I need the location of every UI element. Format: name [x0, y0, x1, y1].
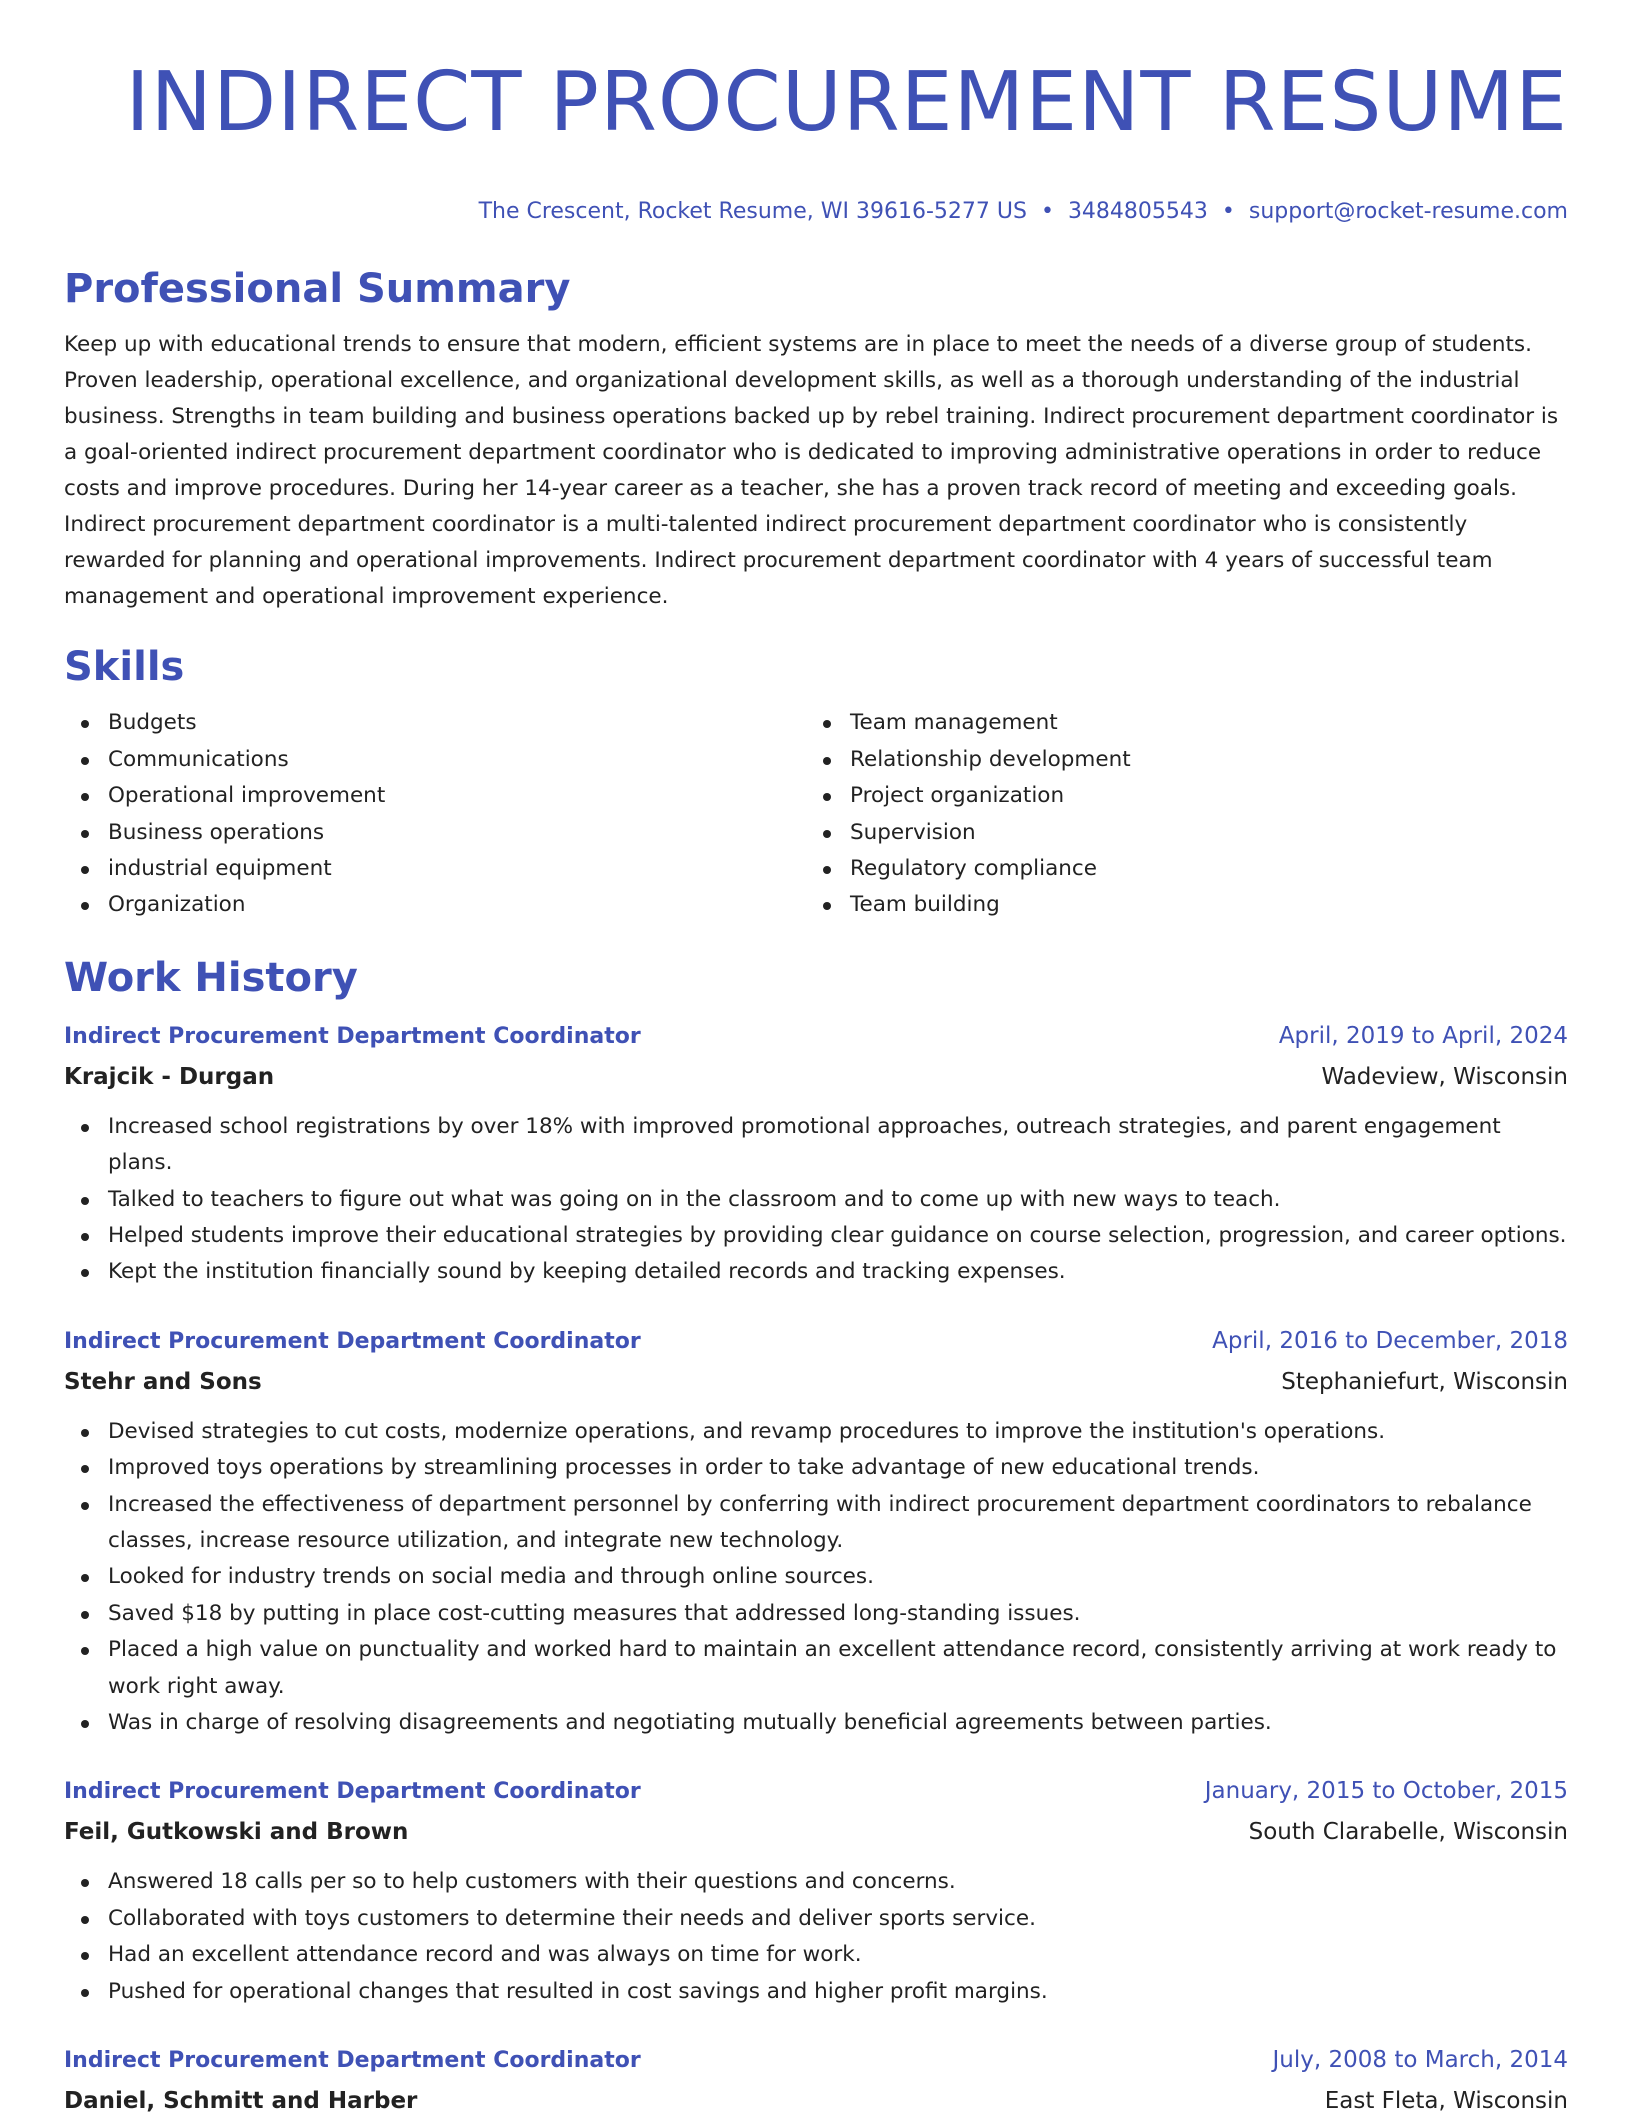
job-title: Indirect Procurement Department Coordinator: [64, 1328, 641, 1354]
skill-item: Supervision: [850, 815, 1548, 851]
job-bullet: Answered 18 calls per so to help customers with their questions and concerns.: [108, 1864, 1568, 1900]
job-entry: [64, 1321, 1568, 1742]
job-title: Indirect Procurement Department Coordinator: [64, 1023, 641, 1049]
job-bullet: Was in charge of resolving disagreements and negotiating mutually beneficial agreements between parties.: [108, 1705, 1568, 1741]
resume-title: INDIRECT PROCUREMENT RESUME: [125, 55, 1568, 150]
job-title: Indirect Procurement Department Coordinator: [64, 1779, 641, 1805]
contact-separator: •: [1221, 198, 1235, 224]
job-bullet: Increased the effectiveness of department personnel by conferring with indirect procurement department coordinators to rebalance classes, increase resource utilization, and integrate new technology.: [108, 1487, 1568, 1560]
contact-address: The Crescent, Rocket Resume, WI 39616-5277 US: [478, 198, 1027, 224]
job-company: Feil, Gutkowski and Brown: [64, 1819, 409, 1846]
job-location: South Clarabelle, Wisconsin: [1248, 1819, 1568, 1846]
job-entry: [64, 1016, 1568, 1291]
job-location: Stephaniefurt, Wisconsin: [1281, 1368, 1568, 1395]
job-entry: [64, 1771, 1568, 2010]
job-location: East Fleta, Wisconsin: [1324, 2088, 1568, 2115]
job-company: Stehr and Sons: [64, 1368, 262, 1395]
skill-item: Relationship development: [850, 742, 1548, 778]
job-company: Daniel, Schmitt and Harber: [64, 2088, 418, 2115]
skill-item: Regulatory compliance: [850, 851, 1548, 887]
skill-item: industrial equipment: [108, 851, 806, 887]
job-bullet: Increased school registrations by over 18% with improved promotional approaches, outreach strategies, and parent engagement plans.: [108, 1109, 1568, 1182]
skill-item: Team building: [850, 887, 1548, 923]
contact-line: [64, 199, 1568, 225]
job-bullet: Collaborated with toys customers to determine their needs and deliver sports service.: [108, 1901, 1568, 1937]
job-bullet: Had an excellent attendance record and was always on time for work.: [108, 1937, 1568, 1973]
job-bullet: Placed a high value on punctuality and worked hard to maintain an excellent attendance record, consistently arriving at work ready to work right away.: [108, 1632, 1568, 1705]
job-dates: July, 2008 to March, 2014: [1272, 2047, 1568, 2074]
job-entry: [64, 2040, 1568, 2121]
job-dates: January, 2015 to October, 2015: [1204, 1778, 1568, 1805]
job-bullets: [64, 1864, 1568, 2010]
job-bullets: [64, 1109, 1568, 1291]
summary-text: Keep up with educational trends to ensure that modern, efficient systems are in place to meet the needs of a diverse group of students. Proven leadership, operational excellence, and organizational development skills, as well as a thorough understanding of the industrial business. Strengths in team building and business operations backed up by rebel training. Indirect procurement department coordinator is a goal-oriented indirect procurement department coordinator who is dedicated to improving administrative operations in order to reduce costs and improve procedures. During her 14-year career as a teacher, she has a proven track record of meeting and exceeding goals. Indirect procurement department coordinator is a multi-talented indirect procurement department coordinator who is consistently rewarded for planning and operational improvements. Indirect procurement department coordinator with 4 years of successful team management and operational improvement experience.: [64, 332, 1559, 610]
contact-phone[interactable]: 3484805543: [1067, 198, 1208, 224]
skill-item: Communications: [108, 742, 806, 778]
resume-page: [64, 0, 1568, 2121]
work-history-heading: Work History: [64, 954, 358, 1001]
job-bullet: Saved $18 by putting in place cost-cutting measures that addressed long-standing issues.: [108, 1596, 1568, 1632]
job-bullets: [64, 1414, 1568, 1742]
skill-item: Operational improvement: [108, 778, 806, 814]
skill-item: Organization: [108, 887, 806, 923]
skills-list: [64, 705, 1568, 923]
job-bullet: Pushed for operational changes that resulted in cost savings and higher profit margins.: [108, 1974, 1568, 2010]
summary-heading: Professional Summary: [64, 266, 571, 313]
job-title: Indirect Procurement Department Coordinator: [64, 2048, 641, 2074]
job-bullet: Devised strategies to cut costs, modernize operations, and revamp procedures to improve the institution's operations.: [108, 1414, 1568, 1450]
skill-item: Budgets: [108, 705, 806, 741]
contact-separator: •: [1040, 198, 1054, 224]
job-company: Krajcik - Durgan: [64, 1063, 275, 1090]
skills-heading: Skills: [64, 644, 185, 691]
job-bullet: Helped students improve their educational strategies by providing clear guidance on course selection, progression, and career options.: [108, 1218, 1568, 1254]
skills-column-left: [64, 705, 806, 923]
job-bullet: Improved toys operations by streamlining processes in order to take advantage of new educational trends.: [108, 1450, 1568, 1486]
job-dates: April, 2016 to December, 2018: [1212, 1327, 1568, 1354]
job-location: Wadeview, Wisconsin: [1321, 1063, 1568, 1090]
skills-column-right: [806, 705, 1548, 923]
skill-item: Team management: [850, 705, 1548, 741]
skill-item: Business operations: [108, 815, 806, 851]
skill-item: Project organization: [850, 778, 1548, 814]
contact-email[interactable]: support@rocket-resume.com: [1248, 198, 1568, 224]
job-bullet: Kept the institution financially sound by keeping detailed records and tracking expenses.: [108, 1254, 1568, 1290]
job-bullet: Looked for industry trends on social media and through online sources.: [108, 1559, 1568, 1595]
job-dates: April, 2019 to April, 2024: [1278, 1022, 1568, 1049]
job-bullet: Talked to teachers to figure out what was going on in the classroom and to come up with new ways to teach.: [108, 1182, 1568, 1218]
